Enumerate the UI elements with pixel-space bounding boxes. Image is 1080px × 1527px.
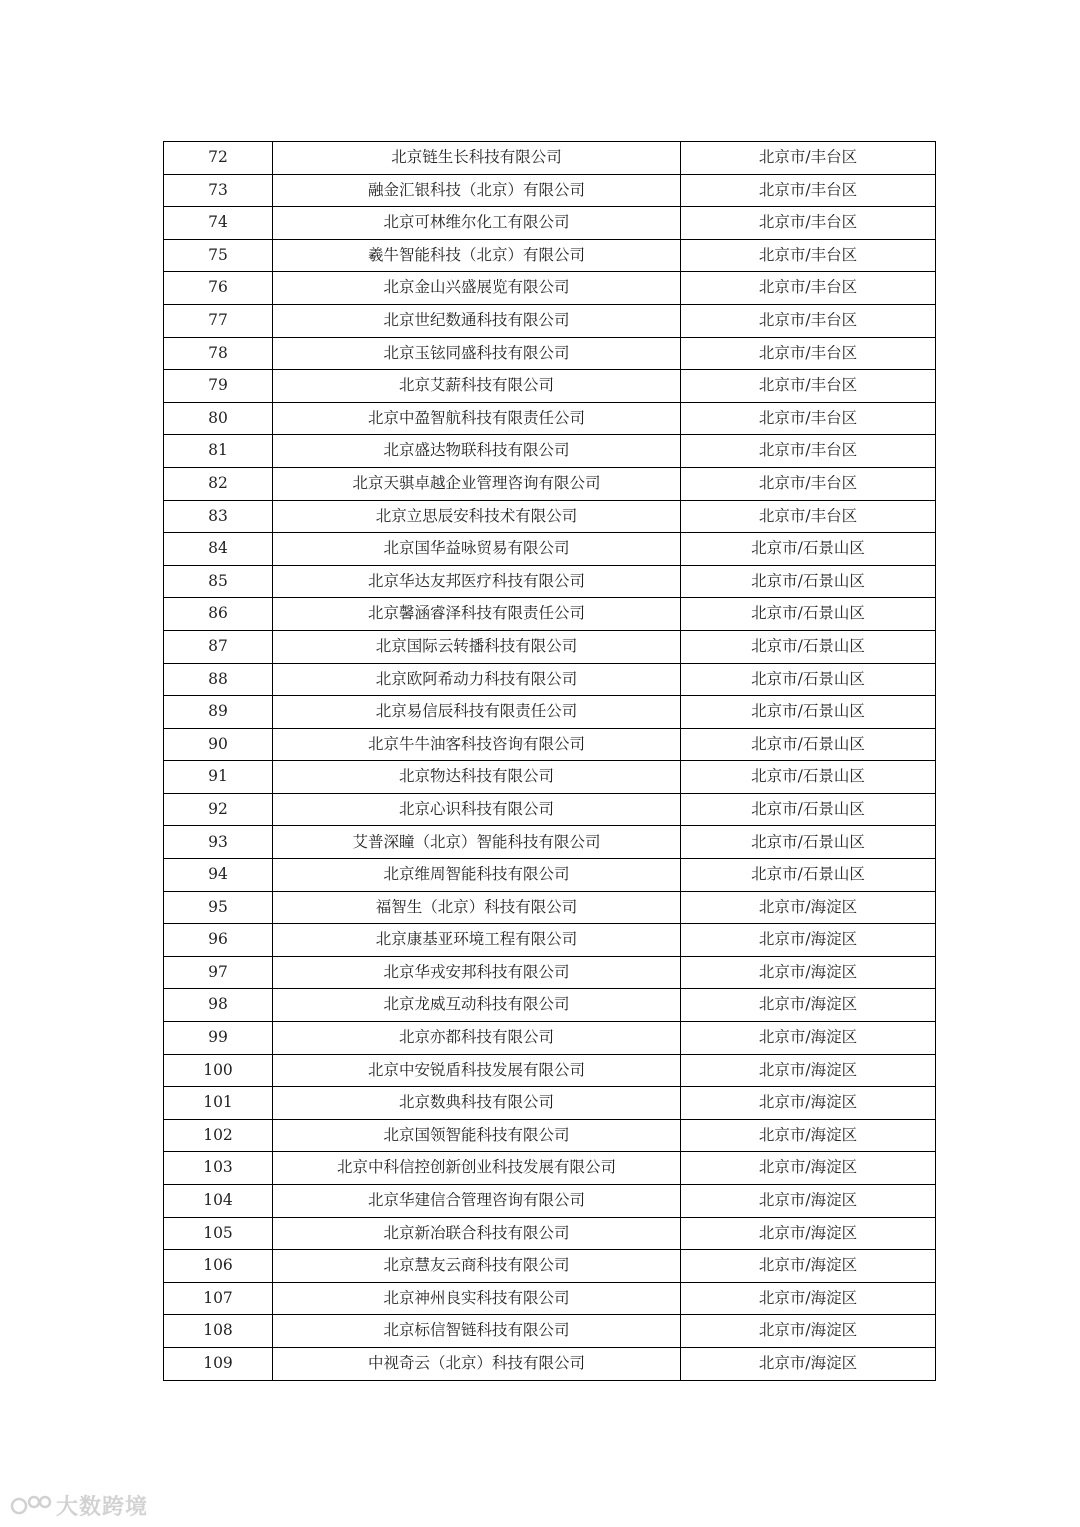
company-location: 北京市/石景山区 bbox=[681, 663, 936, 696]
company-table-body bbox=[164, 142, 936, 1381]
company-name: 北京神州良实科技有限公司 bbox=[273, 1282, 681, 1315]
row-index: 77 bbox=[164, 304, 273, 337]
company-location: 北京市/丰台区 bbox=[681, 304, 936, 337]
company-location: 北京市/丰台区 bbox=[681, 402, 936, 435]
company-name: 北京可林维尔化工有限公司 bbox=[273, 207, 681, 240]
company-name: 羲牛智能科技（北京）有限公司 bbox=[273, 239, 681, 272]
row-index: 75 bbox=[164, 239, 273, 272]
company-location: 北京市/海淀区 bbox=[681, 1347, 936, 1380]
table-row bbox=[164, 793, 936, 826]
table-row bbox=[164, 989, 936, 1022]
row-index: 99 bbox=[164, 1022, 273, 1055]
company-name: 中视奇云（北京）科技有限公司 bbox=[273, 1347, 681, 1380]
company-location: 北京市/海淀区 bbox=[681, 1119, 936, 1152]
row-index: 85 bbox=[164, 565, 273, 598]
table-row bbox=[164, 500, 936, 533]
table-row bbox=[164, 696, 936, 729]
company-name: 北京亦都科技有限公司 bbox=[273, 1022, 681, 1055]
company-name: 北京华戎安邦科技有限公司 bbox=[273, 956, 681, 989]
table-row bbox=[164, 272, 936, 305]
table-row bbox=[164, 1315, 936, 1348]
company-location: 北京市/丰台区 bbox=[681, 239, 936, 272]
row-index: 87 bbox=[164, 630, 273, 663]
company-location: 北京市/丰台区 bbox=[681, 272, 936, 305]
company-location: 北京市/石景山区 bbox=[681, 826, 936, 859]
table-row bbox=[164, 174, 936, 207]
row-index: 92 bbox=[164, 793, 273, 826]
table-row bbox=[164, 337, 936, 370]
company-name: 北京立思辰安科技术有限公司 bbox=[273, 500, 681, 533]
table-row bbox=[164, 1217, 936, 1250]
company-location: 北京市/海淀区 bbox=[681, 1185, 936, 1218]
table-row bbox=[164, 891, 936, 924]
table-row bbox=[164, 1152, 936, 1185]
row-index: 78 bbox=[164, 337, 273, 370]
company-location: 北京市/海淀区 bbox=[681, 1282, 936, 1315]
table-row bbox=[164, 1022, 936, 1055]
row-index: 102 bbox=[164, 1119, 273, 1152]
table-row bbox=[164, 761, 936, 794]
company-name: 北京新冶联合科技有限公司 bbox=[273, 1217, 681, 1250]
company-location: 北京市/石景山区 bbox=[681, 793, 936, 826]
company-table bbox=[163, 141, 936, 1381]
table-row bbox=[164, 1185, 936, 1218]
row-index: 90 bbox=[164, 728, 273, 761]
table-row bbox=[164, 630, 936, 663]
company-location: 北京市/丰台区 bbox=[681, 370, 936, 403]
company-location: 北京市/海淀区 bbox=[681, 1054, 936, 1087]
table-row bbox=[164, 1119, 936, 1152]
row-index: 82 bbox=[164, 467, 273, 500]
company-name: 北京龙威互动科技有限公司 bbox=[273, 989, 681, 1022]
table-row bbox=[164, 207, 936, 240]
table-row bbox=[164, 728, 936, 761]
row-index: 74 bbox=[164, 207, 273, 240]
company-name: 北京盛达物联科技有限公司 bbox=[273, 435, 681, 468]
row-index: 93 bbox=[164, 826, 273, 859]
company-name: 北京天骐卓越企业管理咨询有限公司 bbox=[273, 467, 681, 500]
company-name: 北京慧友云商科技有限公司 bbox=[273, 1250, 681, 1283]
company-name: 北京易信辰科技有限责任公司 bbox=[273, 696, 681, 729]
table-row bbox=[164, 1282, 936, 1315]
company-name: 北京物达科技有限公司 bbox=[273, 761, 681, 794]
company-name: 北京国华益咏贸易有限公司 bbox=[273, 533, 681, 566]
company-location: 北京市/石景山区 bbox=[681, 761, 936, 794]
row-index: 81 bbox=[164, 435, 273, 468]
table-row bbox=[164, 1087, 936, 1120]
company-location: 北京市/海淀区 bbox=[681, 1152, 936, 1185]
company-location: 北京市/海淀区 bbox=[681, 956, 936, 989]
company-name: 北京金山兴盛展览有限公司 bbox=[273, 272, 681, 305]
table-row bbox=[164, 402, 936, 435]
company-location: 北京市/石景山区 bbox=[681, 598, 936, 631]
company-location: 北京市/丰台区 bbox=[681, 174, 936, 207]
row-index: 76 bbox=[164, 272, 273, 305]
table-row bbox=[164, 304, 936, 337]
company-name: 艾普深瞳（北京）智能科技有限公司 bbox=[273, 826, 681, 859]
row-index: 79 bbox=[164, 370, 273, 403]
row-index: 72 bbox=[164, 142, 273, 175]
row-index: 100 bbox=[164, 1054, 273, 1087]
row-index: 84 bbox=[164, 533, 273, 566]
table-row bbox=[164, 533, 936, 566]
row-index: 103 bbox=[164, 1152, 273, 1185]
company-location: 北京市/石景山区 bbox=[681, 565, 936, 598]
watermark bbox=[10, 1488, 148, 1522]
row-index: 88 bbox=[164, 663, 273, 696]
row-index: 83 bbox=[164, 500, 273, 533]
row-index: 80 bbox=[164, 402, 273, 435]
row-index: 105 bbox=[164, 1217, 273, 1250]
table-row bbox=[164, 598, 936, 631]
company-location: 北京市/海淀区 bbox=[681, 989, 936, 1022]
table-row bbox=[164, 859, 936, 892]
row-index: 96 bbox=[164, 924, 273, 957]
row-index: 107 bbox=[164, 1282, 273, 1315]
row-index: 104 bbox=[164, 1185, 273, 1218]
watermark-text: 大数跨境 bbox=[56, 1494, 149, 1520]
company-location: 北京市/海淀区 bbox=[681, 924, 936, 957]
company-location: 北京市/石景山区 bbox=[681, 728, 936, 761]
company-location: 北京市/丰台区 bbox=[681, 500, 936, 533]
company-name: 北京链生长科技有限公司 bbox=[273, 142, 681, 175]
company-location: 北京市/石景山区 bbox=[681, 630, 936, 663]
row-index: 98 bbox=[164, 989, 273, 1022]
company-name: 福智生（北京）科技有限公司 bbox=[273, 891, 681, 924]
company-name: 北京艾薪科技有限公司 bbox=[273, 370, 681, 403]
company-name: 北京欧阿希动力科技有限公司 bbox=[273, 663, 681, 696]
company-name: 北京维周智能科技有限公司 bbox=[273, 859, 681, 892]
company-location: 北京市/丰台区 bbox=[681, 142, 936, 175]
company-name: 北京数典科技有限公司 bbox=[273, 1087, 681, 1120]
company-location: 北京市/石景山区 bbox=[681, 859, 936, 892]
company-location: 北京市/海淀区 bbox=[681, 1315, 936, 1348]
company-name: 北京国际云转播科技有限公司 bbox=[273, 630, 681, 663]
company-location: 北京市/海淀区 bbox=[681, 1087, 936, 1120]
company-location: 北京市/石景山区 bbox=[681, 533, 936, 566]
row-index: 106 bbox=[164, 1250, 273, 1283]
company-name: 北京世纪数通科技有限公司 bbox=[273, 304, 681, 337]
row-index: 73 bbox=[164, 174, 273, 207]
row-index: 86 bbox=[164, 598, 273, 631]
row-index: 91 bbox=[164, 761, 273, 794]
company-name: 北京华达友邦医疗科技有限公司 bbox=[273, 565, 681, 598]
table-row bbox=[164, 663, 936, 696]
company-name: 北京馨涵睿泽科技有限责任公司 bbox=[273, 598, 681, 631]
row-index: 101 bbox=[164, 1087, 273, 1120]
company-location: 北京市/丰台区 bbox=[681, 207, 936, 240]
table-row bbox=[164, 1347, 936, 1380]
table-row bbox=[164, 826, 936, 859]
table-row bbox=[164, 956, 936, 989]
company-name: 北京中安锐盾科技发展有限公司 bbox=[273, 1054, 681, 1087]
brand-logo-icon bbox=[10, 1492, 52, 1518]
row-index: 109 bbox=[164, 1347, 273, 1380]
company-name: 北京中盈智航科技有限责任公司 bbox=[273, 402, 681, 435]
company-name: 北京国领智能科技有限公司 bbox=[273, 1119, 681, 1152]
company-location: 北京市/海淀区 bbox=[681, 891, 936, 924]
company-name: 北京康基亚环境工程有限公司 bbox=[273, 924, 681, 957]
row-index: 97 bbox=[164, 956, 273, 989]
table-row bbox=[164, 142, 936, 175]
row-index: 89 bbox=[164, 696, 273, 729]
company-name: 融金汇银科技（北京）有限公司 bbox=[273, 174, 681, 207]
company-name: 北京标信智链科技有限公司 bbox=[273, 1315, 681, 1348]
company-name: 北京玉铉同盛科技有限公司 bbox=[273, 337, 681, 370]
company-name: 北京华建信合管理咨询有限公司 bbox=[273, 1185, 681, 1218]
company-location: 北京市/石景山区 bbox=[681, 696, 936, 729]
table-row bbox=[164, 1250, 936, 1283]
table-row bbox=[164, 239, 936, 272]
company-location: 北京市/海淀区 bbox=[681, 1250, 936, 1283]
table-row bbox=[164, 435, 936, 468]
table-row bbox=[164, 565, 936, 598]
table-row bbox=[164, 467, 936, 500]
table-row bbox=[164, 924, 936, 957]
company-name: 北京中科信控创新创业科技发展有限公司 bbox=[273, 1152, 681, 1185]
row-index: 94 bbox=[164, 859, 273, 892]
company-location: 北京市/海淀区 bbox=[681, 1217, 936, 1250]
row-index: 108 bbox=[164, 1315, 273, 1348]
row-index: 95 bbox=[164, 891, 273, 924]
table-row bbox=[164, 1054, 936, 1087]
table-row bbox=[164, 370, 936, 403]
company-name: 北京牛牛油客科技咨询有限公司 bbox=[273, 728, 681, 761]
company-name: 北京心识科技有限公司 bbox=[273, 793, 681, 826]
company-location: 北京市/丰台区 bbox=[681, 467, 936, 500]
company-location: 北京市/丰台区 bbox=[681, 337, 936, 370]
company-location: 北京市/丰台区 bbox=[681, 435, 936, 468]
company-location: 北京市/海淀区 bbox=[681, 1022, 936, 1055]
